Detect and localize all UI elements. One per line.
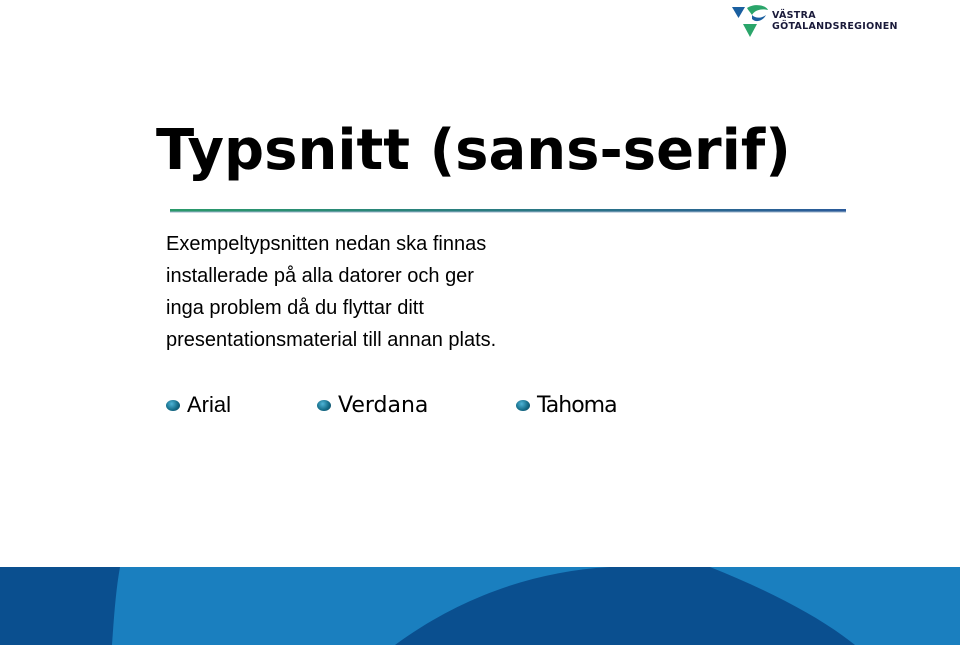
bullet-icon: [166, 400, 180, 411]
font-example-arial: [166, 388, 231, 422]
body-line: presentationsmaterial till annan plats.: [166, 329, 497, 351]
body-line: inga problem då du flyttar ditt: [166, 297, 424, 319]
font-example-verdana: [317, 388, 428, 422]
bullet-icon: [317, 400, 331, 411]
region-emblem-icon: [730, 4, 774, 38]
footer-band: [0, 567, 960, 645]
body-text: [166, 228, 686, 356]
font-example-label: Arial: [187, 392, 232, 417]
bullet-icon: [516, 400, 530, 411]
font-example-label: Tahoma: [537, 392, 617, 418]
title-divider: [170, 207, 846, 213]
font-example-list: [166, 388, 686, 422]
logo-line-2: GÖTALANDSREGIONEN: [772, 21, 898, 32]
body-line: Exempeltypsnitten nedan ska finnas: [166, 233, 487, 255]
slide-title: Typsnitt (sans-serif): [156, 118, 791, 183]
font-example-tahoma: [516, 388, 617, 422]
body-line: installerade på alla datorer och ger: [166, 265, 474, 287]
logo-line-1: VÄSTRA: [772, 10, 816, 21]
logo: [730, 4, 905, 40]
font-example-label: Verdana: [338, 392, 429, 418]
